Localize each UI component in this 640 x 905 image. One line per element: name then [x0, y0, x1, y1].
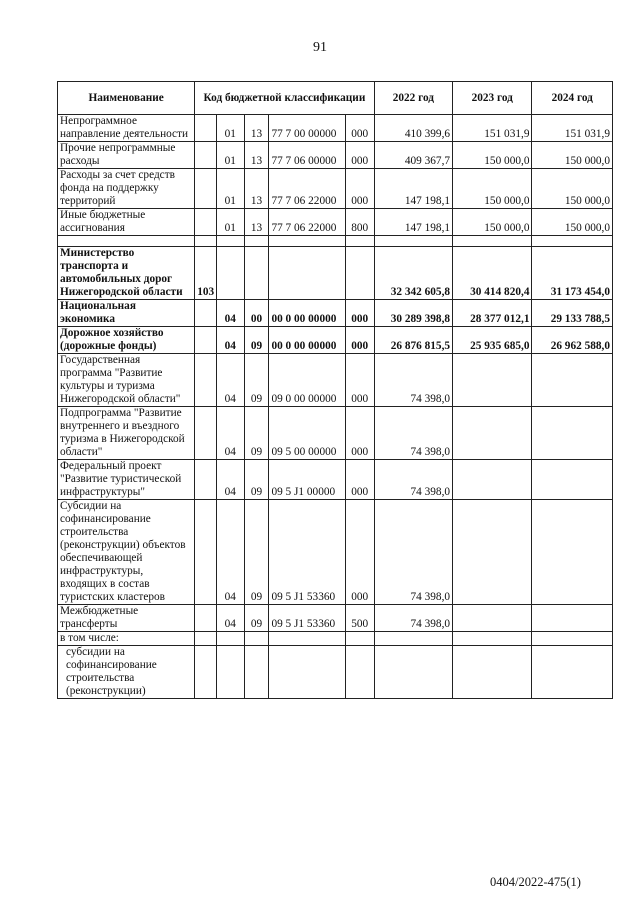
- code-target: 77 7 06 22000: [269, 209, 345, 236]
- row-name: Иные бюджетные ассигнования: [58, 209, 195, 236]
- code-section: 04: [216, 460, 244, 500]
- row-name: Дорожное хозяйство (дорожные фонды): [58, 327, 195, 354]
- code-subsection: 09: [244, 354, 269, 407]
- code-subsection: 13: [244, 209, 269, 236]
- code-target: [269, 247, 345, 300]
- value-2024: [532, 632, 613, 646]
- value-2022: 409 367,7: [374, 142, 452, 169]
- value-2023: 28 377 012,1: [453, 300, 532, 327]
- empty-cell: [244, 236, 269, 247]
- code-expense-type: [345, 632, 374, 646]
- code-subsection: 00: [244, 300, 269, 327]
- code-target: [269, 632, 345, 646]
- row-name: Национальная экономика: [58, 300, 195, 327]
- empty-cell: [374, 236, 452, 247]
- code-subsection: 09: [244, 327, 269, 354]
- code-section: 04: [216, 407, 244, 460]
- row-name: в том числе:: [58, 632, 195, 646]
- value-2024: [532, 500, 613, 605]
- code-expense-type: 000: [345, 142, 374, 169]
- code-admin: [195, 460, 217, 500]
- empty-cell: [453, 236, 532, 247]
- table-row: [58, 460, 613, 500]
- code-admin: [195, 632, 217, 646]
- budget-table: [57, 81, 613, 699]
- code-admin: [195, 209, 217, 236]
- code-section: [216, 247, 244, 300]
- table-row: [58, 407, 613, 460]
- value-2023: [453, 605, 532, 632]
- table-row: [58, 115, 613, 142]
- table-row: [58, 209, 613, 236]
- table-row: [58, 327, 613, 354]
- code-target: 09 5 00 00000: [269, 407, 345, 460]
- code-subsection: 09: [244, 605, 269, 632]
- code-section: 04: [216, 500, 244, 605]
- code-target: 00 0 00 00000: [269, 300, 345, 327]
- code-section: 01: [216, 142, 244, 169]
- code-expense-type: 000: [345, 115, 374, 142]
- code-expense-type: 000: [345, 500, 374, 605]
- code-admin: [195, 407, 217, 460]
- code-expense-type: 000: [345, 169, 374, 209]
- header-2023: 2023 год: [453, 82, 532, 115]
- code-expense-type: [345, 646, 374, 699]
- value-2023: [453, 407, 532, 460]
- empty-cell: [58, 236, 195, 247]
- row-name: Прочие непрограммные расходы: [58, 142, 195, 169]
- table-row: [58, 646, 613, 699]
- code-target: 09 0 00 00000: [269, 354, 345, 407]
- code-subsection: 09: [244, 460, 269, 500]
- value-2022: 147 198,1: [374, 209, 452, 236]
- value-2022: 147 198,1: [374, 169, 452, 209]
- value-2024: 150 000,0: [532, 142, 613, 169]
- code-admin: [195, 646, 217, 699]
- code-section: 01: [216, 115, 244, 142]
- code-target: [269, 646, 345, 699]
- spacer-row: [58, 236, 613, 247]
- code-admin: [195, 354, 217, 407]
- table-row: [58, 169, 613, 209]
- row-name: Межбюджетные трансферты: [58, 605, 195, 632]
- value-2023: [453, 646, 532, 699]
- value-2023: [453, 354, 532, 407]
- code-subsection: [244, 646, 269, 699]
- code-subsection: 13: [244, 115, 269, 142]
- value-2024: [532, 407, 613, 460]
- value-2023: [453, 500, 532, 605]
- code-section: [216, 646, 244, 699]
- header-code: Код бюджетной классификации: [195, 82, 374, 115]
- code-subsection: [244, 247, 269, 300]
- value-2023: 25 935 685,0: [453, 327, 532, 354]
- code-subsection: [244, 632, 269, 646]
- value-2022: 74 398,0: [374, 407, 452, 460]
- table-row: [58, 300, 613, 327]
- code-subsection: 09: [244, 500, 269, 605]
- code-target: 77 7 06 00000: [269, 142, 345, 169]
- code-admin: [195, 300, 217, 327]
- value-2024: 31 173 454,0: [532, 247, 613, 300]
- table-row: [58, 142, 613, 169]
- value-2024: [532, 354, 613, 407]
- table-header-row: [58, 82, 613, 115]
- empty-cell: [345, 236, 374, 247]
- code-target: 00 0 00 00000: [269, 327, 345, 354]
- header-2022: 2022 год: [374, 82, 452, 115]
- code-section: 04: [216, 605, 244, 632]
- code-expense-type: 000: [345, 300, 374, 327]
- page-number: 91: [313, 40, 327, 55]
- value-2022: 74 398,0: [374, 460, 452, 500]
- value-2022: 74 398,0: [374, 605, 452, 632]
- value-2024: [532, 460, 613, 500]
- code-admin: [195, 327, 217, 354]
- row-name: Министерство транспорта и автомобильных дорог Нижегородской области: [58, 247, 195, 300]
- code-admin: [195, 169, 217, 209]
- code-expense-type: 500: [345, 605, 374, 632]
- empty-cell: [195, 236, 217, 247]
- value-2022: 410 399,6: [374, 115, 452, 142]
- code-expense-type: 000: [345, 354, 374, 407]
- code-section: 04: [216, 354, 244, 407]
- row-name: Подпрограмма "Развитие внутреннего и въездного туризма в Нижегородской области": [58, 407, 195, 460]
- code-section: 04: [216, 300, 244, 327]
- value-2022: [374, 646, 452, 699]
- value-2023: 150 000,0: [453, 142, 532, 169]
- table-row: [58, 500, 613, 605]
- value-2024: [532, 605, 613, 632]
- table-row: [58, 247, 613, 300]
- code-expense-type: [345, 247, 374, 300]
- code-subsection: 13: [244, 142, 269, 169]
- code-target: 09 5 J1 00000: [269, 460, 345, 500]
- table-row: [58, 605, 613, 632]
- header-2024: 2024 год: [532, 82, 613, 115]
- value-2024: [532, 646, 613, 699]
- empty-cell: [216, 236, 244, 247]
- value-2022: 26 876 815,5: [374, 327, 452, 354]
- value-2024: 151 031,9: [532, 115, 613, 142]
- value-2022: 74 398,0: [374, 500, 452, 605]
- value-2022: 30 289 398,8: [374, 300, 452, 327]
- code-section: 01: [216, 209, 244, 236]
- row-name: субсидии на софинансирование строительства (реконструкции): [58, 646, 195, 699]
- code-expense-type: 000: [345, 460, 374, 500]
- code-admin: [195, 500, 217, 605]
- code-expense-type: 000: [345, 327, 374, 354]
- row-name: Расходы за счет средств фонда на поддержку территорий: [58, 169, 195, 209]
- value-2022: 74 398,0: [374, 354, 452, 407]
- empty-cell: [532, 236, 613, 247]
- code-target: 09 5 J1 53360: [269, 500, 345, 605]
- code-target: 77 7 06 22000: [269, 169, 345, 209]
- code-admin: 103: [195, 247, 217, 300]
- code-admin: [195, 605, 217, 632]
- code-target: 77 7 00 00000: [269, 115, 345, 142]
- value-2023: [453, 632, 532, 646]
- code-section: [216, 632, 244, 646]
- value-2023: [453, 460, 532, 500]
- code-expense-type: 000: [345, 407, 374, 460]
- value-2024: 26 962 588,0: [532, 327, 613, 354]
- value-2023: 150 000,0: [453, 209, 532, 236]
- code-admin: [195, 115, 217, 142]
- code-section: 01: [216, 169, 244, 209]
- code-section: 04: [216, 327, 244, 354]
- value-2024: 150 000,0: [532, 209, 613, 236]
- value-2023: 150 000,0: [453, 169, 532, 209]
- value-2022: 32 342 605,8: [374, 247, 452, 300]
- table-row: [58, 354, 613, 407]
- value-2022: [374, 632, 452, 646]
- empty-cell: [269, 236, 345, 247]
- code-admin: [195, 142, 217, 169]
- code-target: 09 5 J1 53360: [269, 605, 345, 632]
- value-2024: 29 133 788,5: [532, 300, 613, 327]
- code-subsection: 09: [244, 407, 269, 460]
- header-name: Наименование: [58, 82, 195, 115]
- code-subsection: 13: [244, 169, 269, 209]
- code-expense-type: 800: [345, 209, 374, 236]
- row-name: Субсидии на софинансирование строительства (реконструкции) объектов обеспечивающей инфраструктуры, входящих в состав туристских кластеров: [58, 500, 195, 605]
- row-name: Федеральный проект "Развитие туристической инфраструктуры": [58, 460, 195, 500]
- value-2024: 150 000,0: [532, 169, 613, 209]
- document-code: 0404/2022-475(1): [490, 875, 581, 889]
- value-2023: 30 414 820,4: [453, 247, 532, 300]
- value-2023: 151 031,9: [453, 115, 532, 142]
- row-name: Государственная программа "Развитие культуры и туризма Нижегородской области": [58, 354, 195, 407]
- row-name: Непрограммное направление деятельности: [58, 115, 195, 142]
- table-row: [58, 632, 613, 646]
